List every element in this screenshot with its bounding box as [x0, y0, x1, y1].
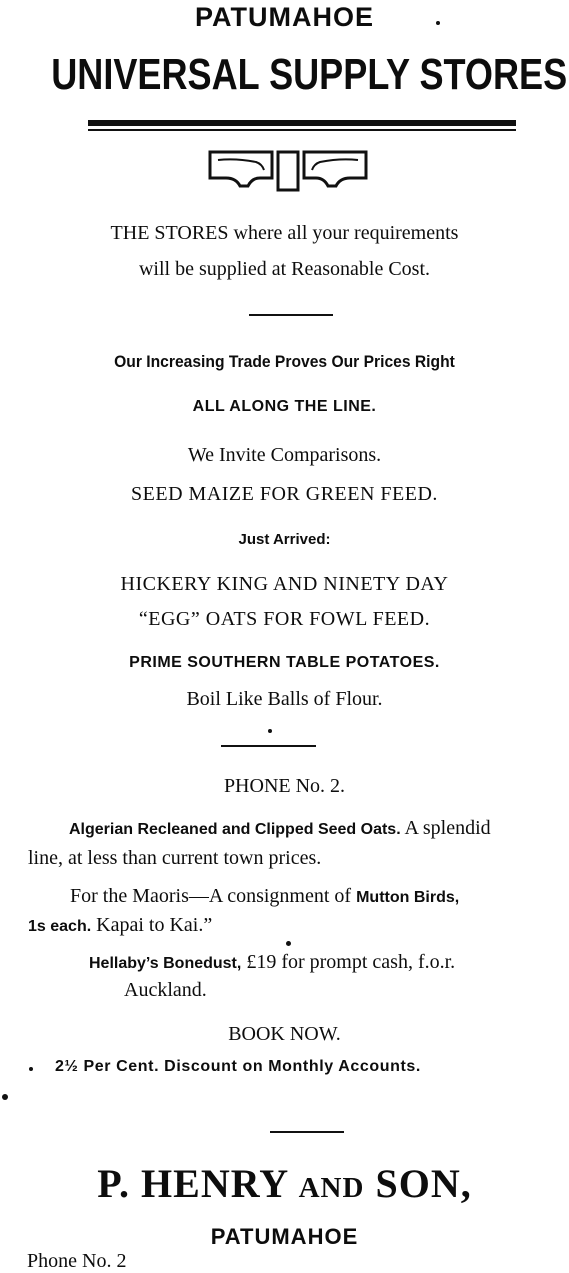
store-title: UNIVERSAL SUPPLY STORES	[51, 50, 568, 99]
mutton-birds-price: 1s each.	[28, 918, 92, 935]
along-line: ALL ALONG THE LINE.	[192, 398, 377, 415]
footer-phone: Phone No. 2	[27, 1250, 127, 1272]
hickery-line: HICKERY KING AND NINETY DAY	[120, 573, 449, 595]
footer-town: PATUMAHOE	[210, 1224, 359, 1249]
section-rule	[270, 1131, 344, 1133]
algerian-oats-line-2: line, at less than current town prices.	[28, 847, 322, 869]
boil-line: Boil Like Balls of Flour.	[186, 688, 383, 710]
ink-speck	[268, 729, 272, 733]
firm-name-p: P. HENRY	[97, 1161, 288, 1206]
section-rule	[249, 314, 333, 316]
bonedust-line-2: Auckland.	[124, 979, 207, 1001]
ink-speck	[436, 21, 440, 25]
scroll-bracket-ornament-icon	[206, 148, 370, 197]
algerian-oats-rest: A splendid	[400, 817, 491, 839]
mutton-birds-line-2	[28, 914, 212, 937]
seed-maize-line: SEED MAIZE FOR GREEN FEED.	[131, 483, 438, 505]
mutton-birds-bold: Mutton Birds,	[356, 889, 460, 906]
potatoes-line: PRIME SOUTHERN TABLE POTATOES.	[129, 654, 440, 671]
trade-line: Our Increasing Trade Proves Our Prices Right	[114, 352, 455, 371]
bonedust-line-1	[89, 951, 455, 974]
egg-oats-line: “EGG” OATS FOR FOWL FEED.	[138, 608, 431, 630]
section-rule	[221, 745, 316, 747]
bonedust-bold: Hellaby’s Bonedust,	[89, 955, 242, 972]
algerian-oats-bold: Algerian Recleaned and Clipped Seed Oats.	[69, 821, 401, 838]
firm-name-son: SON,	[375, 1161, 472, 1206]
just-arrived-line: Just Arrived:	[238, 531, 331, 548]
mutton-birds-intro: For the Maoris—A consignment of	[70, 885, 357, 907]
ink-speck	[286, 941, 291, 946]
mutton-birds-line-1	[70, 885, 459, 908]
book-now-line: BOOK NOW.	[228, 1023, 341, 1045]
algerian-oats-line-1	[69, 817, 491, 840]
discount-line: 2½ Per Cent. Discount on Monthly Accounts.	[55, 1058, 421, 1075]
bonedust-rest: £19 for prompt cash, f.o.r.	[241, 951, 456, 973]
intro-line-1: THE STORES where all your requirements	[110, 222, 459, 244]
ink-speck	[29, 1067, 33, 1071]
ink-speck	[2, 1094, 8, 1100]
intro-line-2: will be supplied at Reasonable Cost.	[138, 258, 431, 280]
firm-name	[0, 1160, 569, 1207]
firm-name-and: AND	[298, 1172, 365, 1204]
invite-line: We Invite Comparisons.	[187, 444, 382, 466]
mutton-birds-rest: Kapai to Kai.”	[91, 914, 213, 936]
header-rule-thick	[88, 120, 516, 126]
phone-line: PHONE No. 2.	[223, 775, 346, 797]
header-town: PATUMAHOE	[195, 2, 374, 32]
header-rule-thin	[88, 129, 516, 131]
